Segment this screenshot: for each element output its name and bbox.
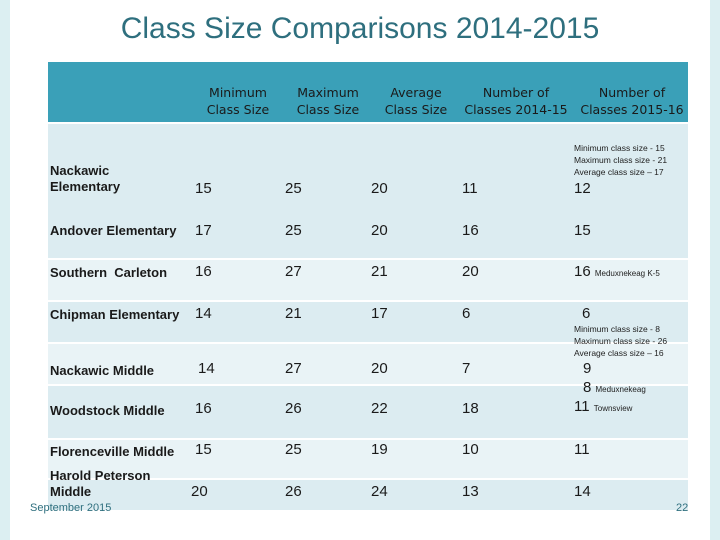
classes-2015-16: 9 (583, 360, 592, 377)
min-class-size: 14 (198, 360, 215, 377)
max-class-size: 26 (285, 400, 302, 417)
avg-class-size: 21 (371, 263, 388, 280)
avg-class-size: 20 (371, 180, 388, 197)
classes-2014-15: 20 (462, 263, 479, 280)
school-name: Andover Elementary (50, 223, 177, 238)
footer-date: September 2015 (30, 502, 112, 514)
avg-class-size: 17 (371, 305, 388, 322)
avg-class-size: 20 (371, 360, 388, 377)
classes-2015-16: 12 (574, 180, 591, 197)
max-class-size: 27 (285, 263, 302, 280)
max-class-size: 21 (285, 305, 302, 322)
max-class-size: 27 (285, 360, 302, 377)
header-min: Minimum Class Size (206, 85, 270, 117)
school-name: Nackawic Middle (50, 363, 155, 378)
page-number: 22 (676, 502, 689, 514)
page-title: Class Size Comparisons 2014-2015 (120, 12, 600, 45)
classes-2014-15: 6 (462, 305, 471, 322)
classes-2014-15: 11 (462, 180, 478, 197)
avg-class-size: 24 (371, 483, 388, 500)
avg-class-size: 20 (371, 222, 388, 239)
min-class-size: 15 (195, 441, 212, 458)
classes-2015-16: 16 Meduxnekeag K-5 (574, 263, 660, 280)
max-class-size: 25 (285, 180, 302, 197)
school-name: Harold Peterson Middle (50, 468, 151, 499)
classes-2014-15: 7 (462, 360, 471, 377)
classes-2015-16: 15 (574, 222, 591, 239)
classes-2015-16-townsview: 11 Townsview (574, 398, 633, 415)
header-classes-2014-15: Number of Classes 2014-15 (464, 85, 568, 117)
school-name: Woodstock Middle (50, 403, 165, 418)
header-classes-2015-16: Number of Classes 2015-16 (580, 85, 684, 117)
classes-2015-16: 11 (574, 441, 590, 458)
max-class-size: 25 (285, 441, 302, 458)
classes-2014-15: 10 (462, 441, 479, 458)
school-name: Southern Carleton (50, 265, 168, 280)
classes-2015-16-meduxnekeag: 8 Meduxnekeag (583, 379, 646, 396)
classes-2014-15: 16 (462, 222, 479, 239)
school-name: Florenceville Middle (50, 444, 175, 459)
classes-2014-15: 18 (462, 400, 479, 417)
header-avg: Average Class Size (384, 85, 448, 117)
min-class-size: 17 (195, 222, 212, 239)
avg-class-size: 19 (371, 441, 388, 458)
min-class-size: 14 (195, 305, 212, 322)
school-name: Nackawic Elementary (50, 163, 121, 194)
min-class-size: 20 (191, 483, 208, 500)
min-class-size: 16 (195, 263, 212, 280)
class-size-note: Minimum class size - 8 Maximum class size - 26 Average class size – 16 (574, 324, 668, 358)
avg-class-size: 22 (371, 400, 388, 417)
min-class-size: 15 (195, 180, 212, 197)
max-class-size: 26 (285, 483, 302, 500)
school-name: Chipman Elementary (50, 307, 180, 322)
class-size-note: Minimum class size - 15 Maximum class size - 21 Average class size – 17 (574, 143, 668, 177)
classes-2015-16: 14 (574, 483, 591, 500)
min-class-size: 16 (195, 400, 212, 417)
class-size-table (48, 62, 688, 510)
header-max: Maximum Class Size (296, 85, 360, 117)
max-class-size: 25 (285, 222, 302, 239)
classes-2015-16: 6 (582, 305, 591, 322)
classes-2014-15: 13 (462, 483, 479, 500)
